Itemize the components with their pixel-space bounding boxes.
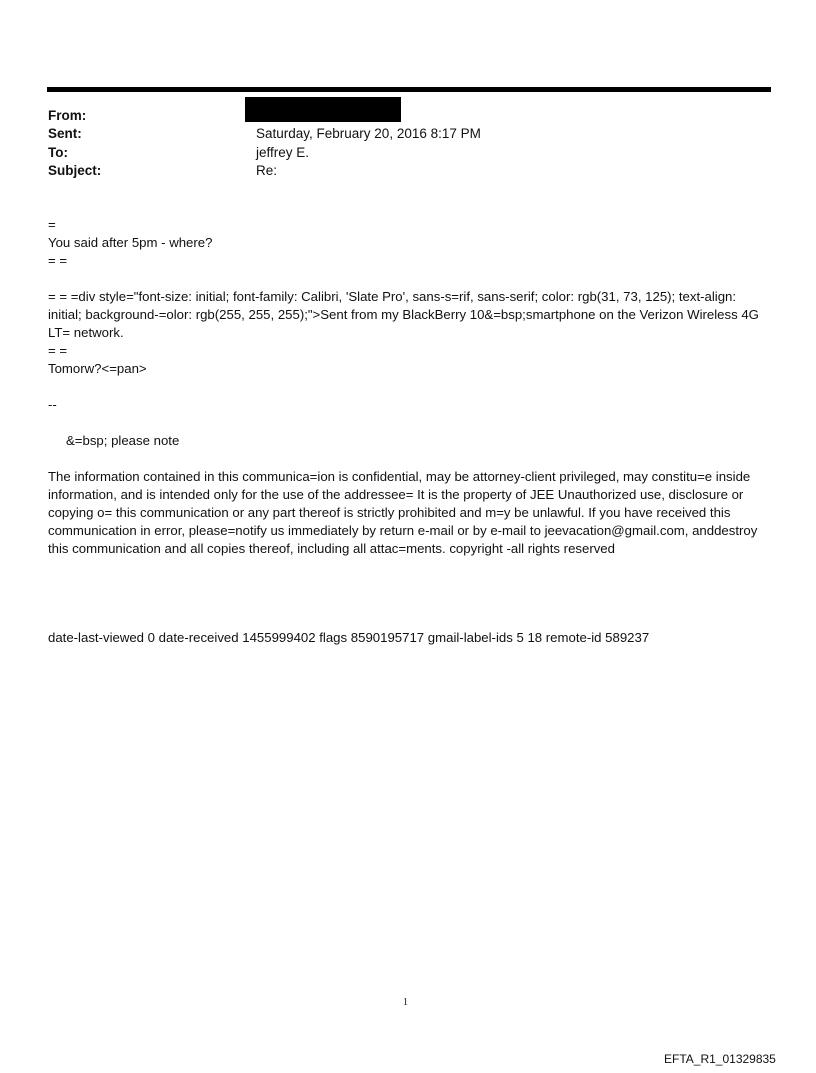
from-label: From:: [48, 108, 87, 123]
to-label: To:: [48, 145, 68, 160]
signature-separator: --: [48, 397, 57, 412]
body-line-4: = =: [48, 343, 68, 358]
subject-value: Re:: [256, 163, 278, 178]
note-line: &=bsp; please note: [66, 433, 180, 448]
sent-label: Sent:: [48, 126, 82, 141]
body-line-5: Tomorw?<=pan>: [48, 361, 147, 376]
metadata-line: date-last-viewed 0 date-received 1455999402 flags 8590195717 gmail-label-ids 5 18 remote-id 589237: [48, 630, 650, 645]
body-line-1: =: [48, 217, 56, 232]
body-div-paragraph: = = =div style="font-size: initial; font-family: Calibri, 'Slate Pro', sans-s=rif, sans-serif; color: rgb(31, 73, 125); text-align: initial; background-=olor: rgb(255, 255, 255);">Sent from my BlackBerry 10&=bsp;smartphone on the Verizon Wireless 4G LT= network.: [48, 289, 759, 340]
subject-label: Subject:: [48, 163, 102, 178]
to-value: jeffrey E.: [256, 145, 310, 160]
sent-value: Saturday, February 20, 2016 8:17 PM: [256, 126, 481, 141]
header-rule: [47, 87, 771, 92]
page-number: 1: [403, 997, 408, 1008]
body-line-3: = =: [48, 253, 68, 268]
bates-number: EFTA_R1_01329835: [664, 1052, 776, 1066]
body-line-2: You said after 5pm - where?: [48, 235, 213, 250]
redacted-sender: [245, 97, 401, 122]
disclaimer-paragraph: The information contained in this communica=ion is confidential, may be attorney-client privileged, may constitu=e inside information, and is intended only for the use of the addressee= It is the property of JEE Unauthorized use, disclosure or copying o= this communication or any part thereof is strictly prohibited and m=y be unlawful. If you have received this communication in error, please=notify us immediately by return e-mail or by e-mail to jeevacation@gmail.com, anddestroy this communication and all copies thereof, including all attac=ments. copyright -all rights reserved: [48, 469, 758, 556]
